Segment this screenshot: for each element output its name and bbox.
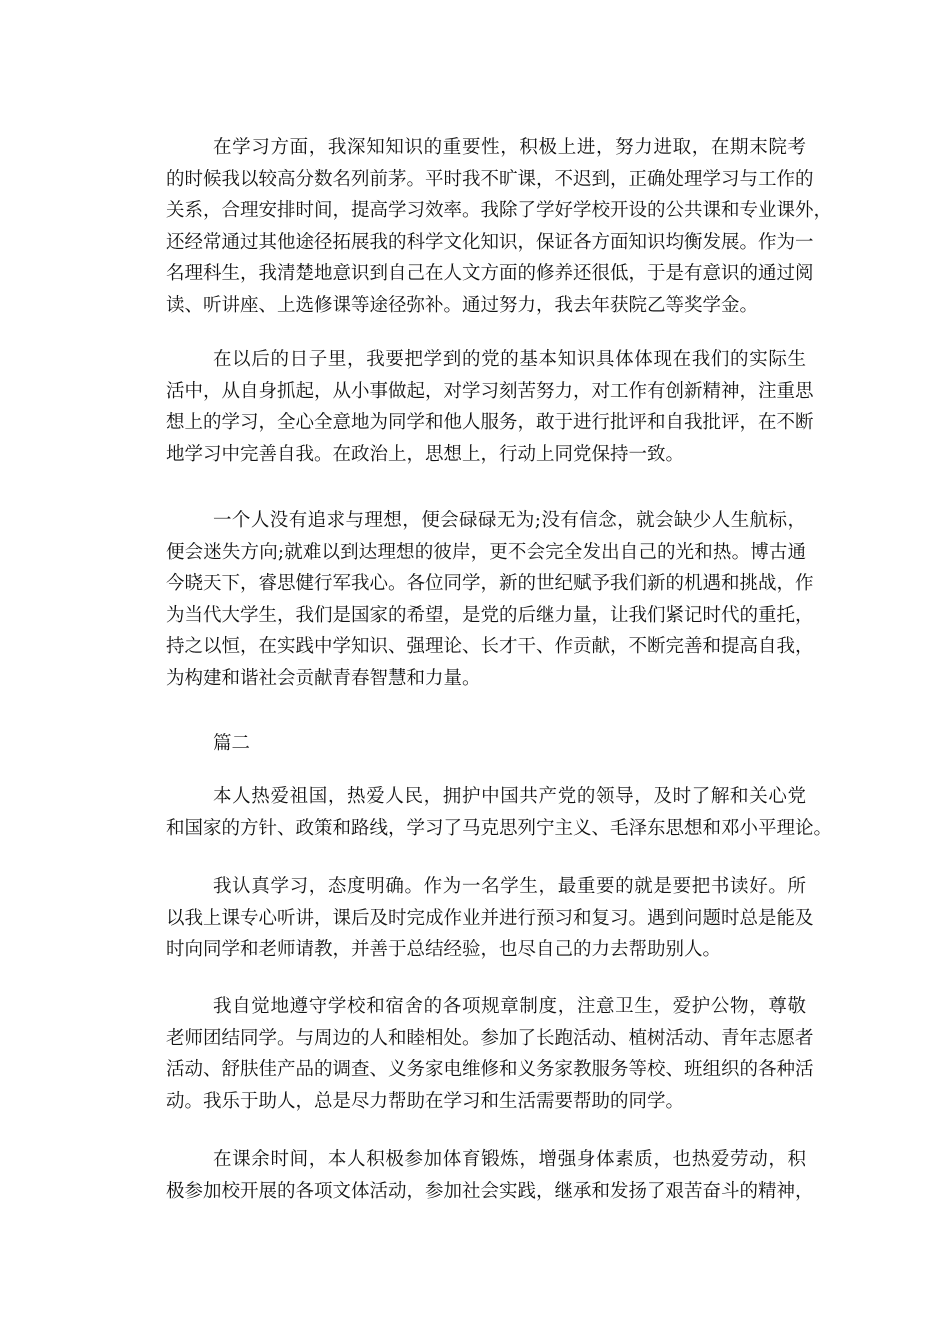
- text-line: 我认真学习，态度明确。作为一名学生，最重要的就是要把书读好。所: [213, 876, 806, 897]
- text-line: 和国家的方针、政策和路线，学习了马克思列宁主义、毛泽东思想和邓小平理论。: [166, 817, 833, 839]
- text-line: 在课余时间，本人积极参加体育锻炼，增强身体素质，也热爱劳动，积: [213, 1149, 806, 1170]
- paragraph-learning: [166, 871, 814, 966]
- text-line: 老师团结同学。与周边的人和睦相处。参加了长跑活动、植树活动、青年志愿者: [166, 1027, 814, 1049]
- paragraph-discipline: [166, 991, 814, 1117]
- paragraph-patriotism: [166, 781, 833, 844]
- text-line: 活中，从自身抓起，从小事做起，对学习刻苦努力，对工作有创新精神，注重思: [166, 380, 814, 402]
- text-line: 在以后的日子里，我要把学到的党的基本知识具体体现在我们的实际生: [213, 349, 806, 370]
- text-line: 持之以恒，在实践中学知识、强理论、长才干、作贡献，不断完善和提高自我，: [166, 636, 814, 657]
- text-line: 还经常通过其他途径拓展我的科学文化知识，保证各方面知识均衡发展。作为一: [166, 231, 814, 253]
- text-line: 本人热爱祖国，热爱人民，拥护中国共产党的领导，及时了解和关心党: [213, 786, 806, 807]
- text-line: 关系，合理安排时间，提高学习效率。我除了学好学校开设的公共课和专业课外，: [166, 200, 833, 221]
- paragraph-future: [166, 344, 814, 470]
- text-line: 一个人没有追求与理想，便会碌碌无为;没有信念，就会缺少人生航标，: [213, 510, 806, 531]
- text-line: 想上的学习，全心全意地为同学和他人服务，敢于进行批评和自我批评，在不断: [166, 412, 814, 433]
- paragraph-extracurricular: [166, 1144, 814, 1207]
- text-line: 读、听讲座、上选修课等途径弥补。通过努力，我去年获院乙等奖学金。: [166, 294, 759, 316]
- text-line: 的时候我以较高分数名列前茅。平时我不旷课，不迟到，正确处理学习与工作的: [166, 168, 814, 190]
- text-line: 在学习方面，我深知知识的重要性，积极上进，努力进取，在期末院考: [213, 137, 806, 158]
- text-line: 我自觉地遵守学校和宿舍的各项规章制度，注意卫生，爱护公物，尊敬: [213, 996, 806, 1017]
- text-line: 为构建和谐社会贡献青春智慧和力量。: [166, 667, 481, 689]
- text-line: 便会迷失方向;就难以到达理想的彼岸，更不会完全发出自己的光和热。博古通: [166, 541, 806, 563]
- text-line: 动。我乐于助人，总是尽力帮助在学习和生活需要帮助的同学。: [166, 1090, 685, 1112]
- text-line: 时向同学和老师请教，并善于总结经验，也尽自己的力去帮助别人。: [166, 939, 722, 960]
- text-line: 活动、舒肤佳产品的调查、义务家电维修和义务家教服务等校、班组织的各种活: [166, 1059, 814, 1080]
- paragraph-study: [166, 132, 833, 321]
- text-line: 名理科生，我清楚地意识到自己在人文方面的修养还很低，于是有意识的通过阅: [166, 263, 814, 284]
- text-line: 地学习中完善自我。在政治上，思想上，行动上同党保持一致。: [166, 443, 685, 465]
- text-line: 以我上课专心听讲，课后及时完成作业并进行预习和复习。遇到问题时总是能及: [166, 907, 814, 929]
- text-line: 今晓天下，睿思健行军我心。各位同学，新的世纪赋予我们新的机遇和挑战，作: [166, 573, 814, 594]
- paragraph-ideals: [166, 505, 814, 694]
- text-line: 为当代大学生，我们是国家的希望，是党的后继力量，让我们紧记时代的重托，: [166, 604, 814, 626]
- section-heading: 篇二: [213, 733, 251, 754]
- text-line: 极参加校开展的各项文体活动，参加社会实践，继承和发扬了艰苦奋斗的精神，: [166, 1180, 814, 1202]
